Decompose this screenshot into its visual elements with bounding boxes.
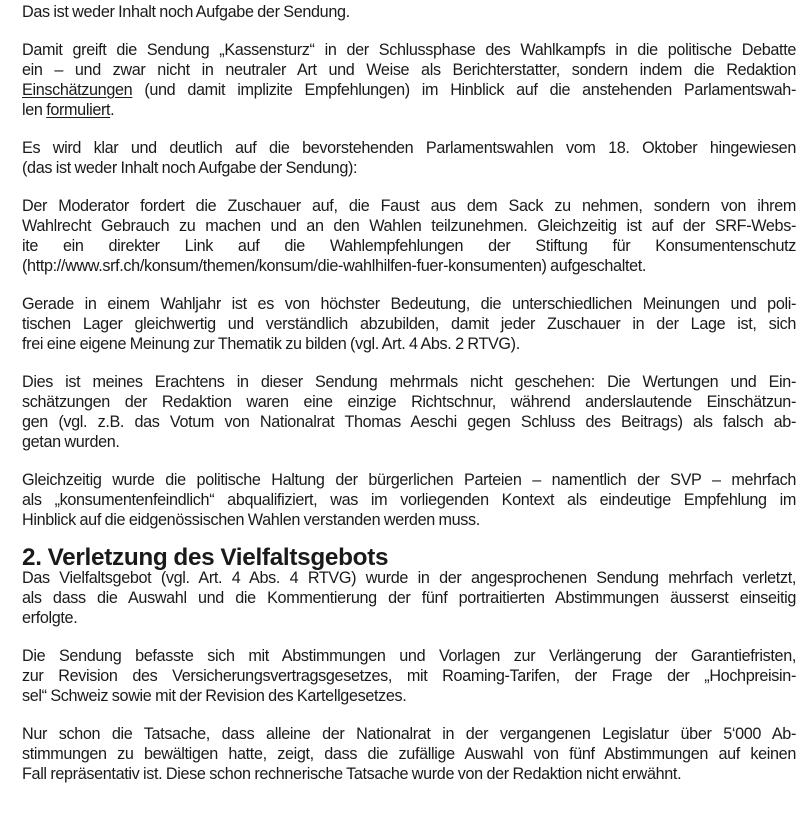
text-line: als „konsumentenfeindlich“ abqualifiziert, was im vorliegenden Kontext als eindeutige Empfehlung im	[22, 491, 796, 509]
text-line: Hinblick auf die eidgenössischen Wahlen verstanden werden muss.	[22, 511, 480, 529]
paragraph-svp	[22, 470, 796, 530]
text-line: ite ein direkter Link auf die Wahlempfehlungen der Stiftung für Konsumentenschutz	[22, 237, 796, 255]
document-page	[22, 2, 796, 802]
underlined-term-einschaetzungen: Einschätzungen	[22, 81, 133, 99]
text-line: gen (vgl. z.B. das Votum von Nationalrat Thomas Aeschi gegen Schluss des Beitrags) als falsch ab-	[22, 413, 796, 431]
paragraph-moderator	[22, 196, 796, 276]
text-line: Fall repräsentativ ist. Diese schon rechnerische Tatsache wurde von der Redaktion nicht erwähnt.	[22, 765, 682, 783]
text-line: Das Vielfaltsgebot (vgl. Art. 4 Abs. 4 RTVG) wurde in der angesprochenen Sendung mehrfach verletzt,	[22, 569, 796, 587]
text-line: erfolgte.	[22, 609, 78, 627]
text-line: tischen Lager gleichwertig und verständlich abzubilden, damit jeder Zuschauer in der Lage ist, sich	[22, 315, 796, 333]
text-line: (http://www.srf.ch/konsum/themen/konsum/die-wahlhilfen-fuer-konsumenten) aufgeschaltet.	[22, 257, 647, 275]
text-line: Damit greift die Sendung „Kassensturz“ in der Schlussphase des Wahlkampfs in die politische Debatte	[22, 41, 796, 59]
section-heading: 2. Verletzung des Vielfaltsgebots	[22, 544, 389, 571]
text-line: stimmungen zu bewältigen hatte, zeigt, dass die zufällige Auswahl von fünf Abstimmungen auf keinen	[22, 745, 796, 763]
paragraph-election-reference	[22, 138, 796, 178]
text-line: Es wird klar und deutlich auf die bevorstehenden Parlamentswahlen vom 18. Oktober hingewiesen	[22, 139, 796, 157]
text-line: Wahlrecht Gebrauch zu machen und an den Wahlen teilzunehmen. Gleichzeitig ist auf der SRF-Webs-	[22, 217, 796, 235]
text-line: Dies ist meines Erachtens in dieser Sendung mehrmals nicht geschehen: Die Wertungen und Ein-	[22, 373, 796, 391]
text-line: schätzungen der Redaktion waren eine einzige Richtschnur, während anderslautende Einschätzun-	[22, 393, 796, 411]
text-line: (das ist weder Inhalt noch Aufgabe der Sendung):	[22, 159, 358, 177]
underlined-term-formuliert: formuliert	[46, 101, 111, 119]
text-line: sel“ Schweiz sowie mit der Revision des Kartellgesetzes.	[22, 687, 407, 705]
text-line	[22, 80, 796, 100]
text-fragment: .	[110, 101, 115, 119]
paragraph-opinion	[22, 372, 796, 452]
text-line: Das ist weder Inhalt noch Aufgabe der Sendung.	[22, 3, 350, 21]
text-line: ein – und zwar nicht in neutraler Art und Weise als Berichterstatter, sondern indem die Redaktion	[22, 61, 796, 79]
text-line: frei eine eigene Meinung zur Thematik zu bilden (vgl. Art. 4 Abs. 2 RTVG).	[22, 335, 520, 353]
text-line: getan wurden.	[22, 433, 120, 451]
paragraph-scope-note	[22, 2, 796, 22]
paragraph-kassensturz-debate	[22, 40, 796, 120]
text-line: Gleichzeitig wurde die politische Haltung der bürgerlichen Parteien – namentlich der SVP – mehrfach	[22, 471, 796, 489]
text-line: Nur schon die Tatsache, dass alleine der Nationalrat in der vergangenen Legislatur über 5‘000 Ab-	[22, 725, 796, 743]
text-line: Gerade in einem Wahljahr ist es von höchster Bedeutung, die unterschiedlichen Meinungen und poli-	[22, 295, 796, 313]
text-line	[22, 100, 796, 120]
paragraph-representativeness	[22, 724, 796, 784]
text-fragment: (und damit implizite Empfehlungen) im Hinblick auf die anstehenden Parlamentswah-	[132, 81, 796, 99]
text-line: als dass die Auswahl und die Kommentierung der fünf portraitierten Abstimmungen äusserst einseitig	[22, 589, 796, 607]
text-line: Der Moderator fordert die Zuschauer auf, die Faust aus dem Sack zu nehmen, sondern von ihrem	[22, 197, 796, 215]
text-fragment: len	[22, 101, 47, 119]
paragraph-election-year	[22, 294, 796, 354]
text-line: Die Sendung befasste sich mit Abstimmungen und Vorlagen zur Verlängerung der Garantiefristen,	[22, 647, 796, 665]
text-line: zur Revision des Versicherungsvertragsgesetzes, mit Roaming-Tarifen, der Frage der „Hochpreisin-	[22, 667, 796, 685]
paragraph-topics	[22, 646, 796, 706]
paragraph-vielfaltsgebot	[22, 568, 796, 628]
